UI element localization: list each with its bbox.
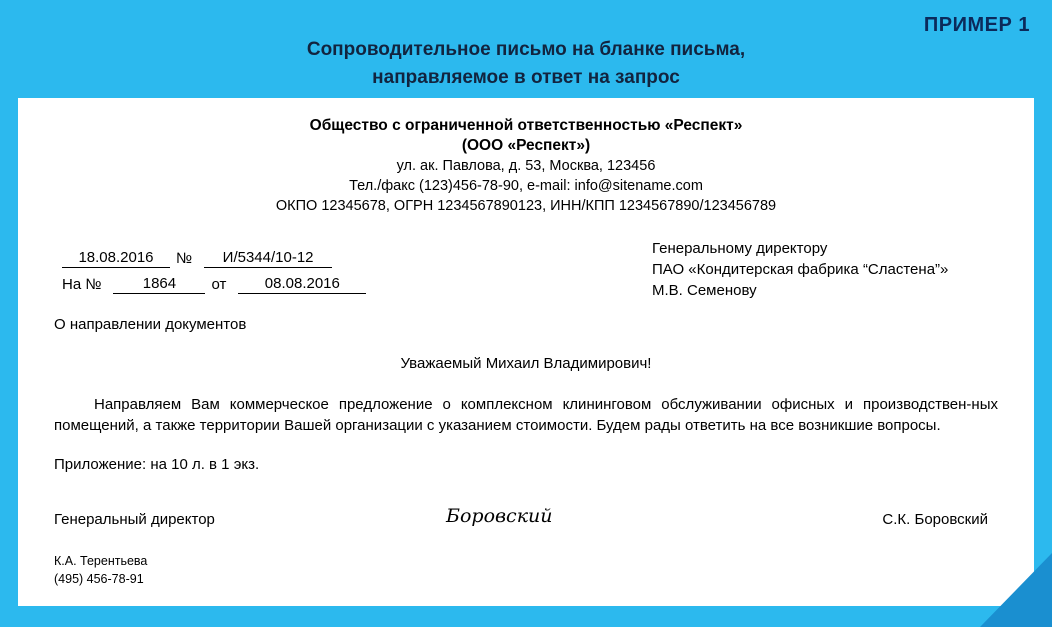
reply-date-field: 08.08.2016 xyxy=(238,275,366,294)
signatory-title: Генеральный директор xyxy=(54,511,215,528)
requisites-row-reply xyxy=(62,268,366,294)
letter-subject: О направлении документов xyxy=(54,316,247,333)
organization-contacts: Тел./факс (123)456-78-90, e-mail: info@sitename.com xyxy=(349,178,703,194)
page-title-line-1: Сопроводительное письмо на бланке письма, xyxy=(306,39,746,60)
letter-salutation: Уважаемый Михаил Владимирович! xyxy=(400,355,652,372)
signature-block xyxy=(54,507,998,537)
handwritten-signature: Боровский xyxy=(446,505,553,527)
executor-block xyxy=(54,552,147,588)
letterhead xyxy=(54,116,998,216)
addressee-line-3: М.В. Семенову xyxy=(652,282,757,299)
requisites-row-outgoing xyxy=(62,242,366,268)
corner-arrow-decoration xyxy=(980,553,1052,627)
letter-attachment: Приложение: на 10 л. в 1 экз. xyxy=(54,456,260,473)
addressee-block xyxy=(652,238,948,301)
executor-phone: (495) 456-78-91 xyxy=(54,572,144,586)
requisites-left xyxy=(62,242,366,294)
organization-address: ул. ак. Павлова, д. 53, Москва, 123456 xyxy=(396,158,656,174)
letter-body-paragraph: Направляем Вам коммерческое предложение о комплексном клининговом обслуживании офисных и производствен-ных помещений, а также территории Вашей организации с указанием стоимости. Будем рады ответить на все возникшие вопросы. xyxy=(54,396,998,434)
organization-name: Общество с ограниченной ответственностью «Респект» xyxy=(309,117,743,134)
page-title-line-2: направляемое в ответ на запрос xyxy=(372,67,680,88)
signatory-name: С.К. Боровский xyxy=(882,511,988,528)
organization-short-name: (ООО «Респект») xyxy=(461,137,591,154)
requisites-block xyxy=(54,242,998,312)
example-badge: ПРИМЕР 1 xyxy=(923,14,1030,36)
addressee-line-2: ПАО «Кондитерская фабрика “Сластена”» xyxy=(652,261,949,278)
reply-number-field: 1864 xyxy=(113,275,205,294)
page-title xyxy=(0,36,1052,92)
reply-number-label: На № xyxy=(62,276,102,293)
executor-name: К.А. Терентьева xyxy=(54,554,148,568)
document-sheet xyxy=(18,98,1034,606)
addressee-line-1: Генеральному директору xyxy=(652,240,828,257)
organization-codes: ОКПО 12345678, ОГРН 1234567890123, ИНН/КПП 1234567890/123456789 xyxy=(275,198,777,214)
outgoing-number-field: И/5344/10-12 xyxy=(204,249,332,268)
reply-date-label: от xyxy=(211,276,227,293)
outgoing-number-label: № xyxy=(176,250,193,267)
outgoing-date-field: 18.08.2016 xyxy=(62,249,170,268)
